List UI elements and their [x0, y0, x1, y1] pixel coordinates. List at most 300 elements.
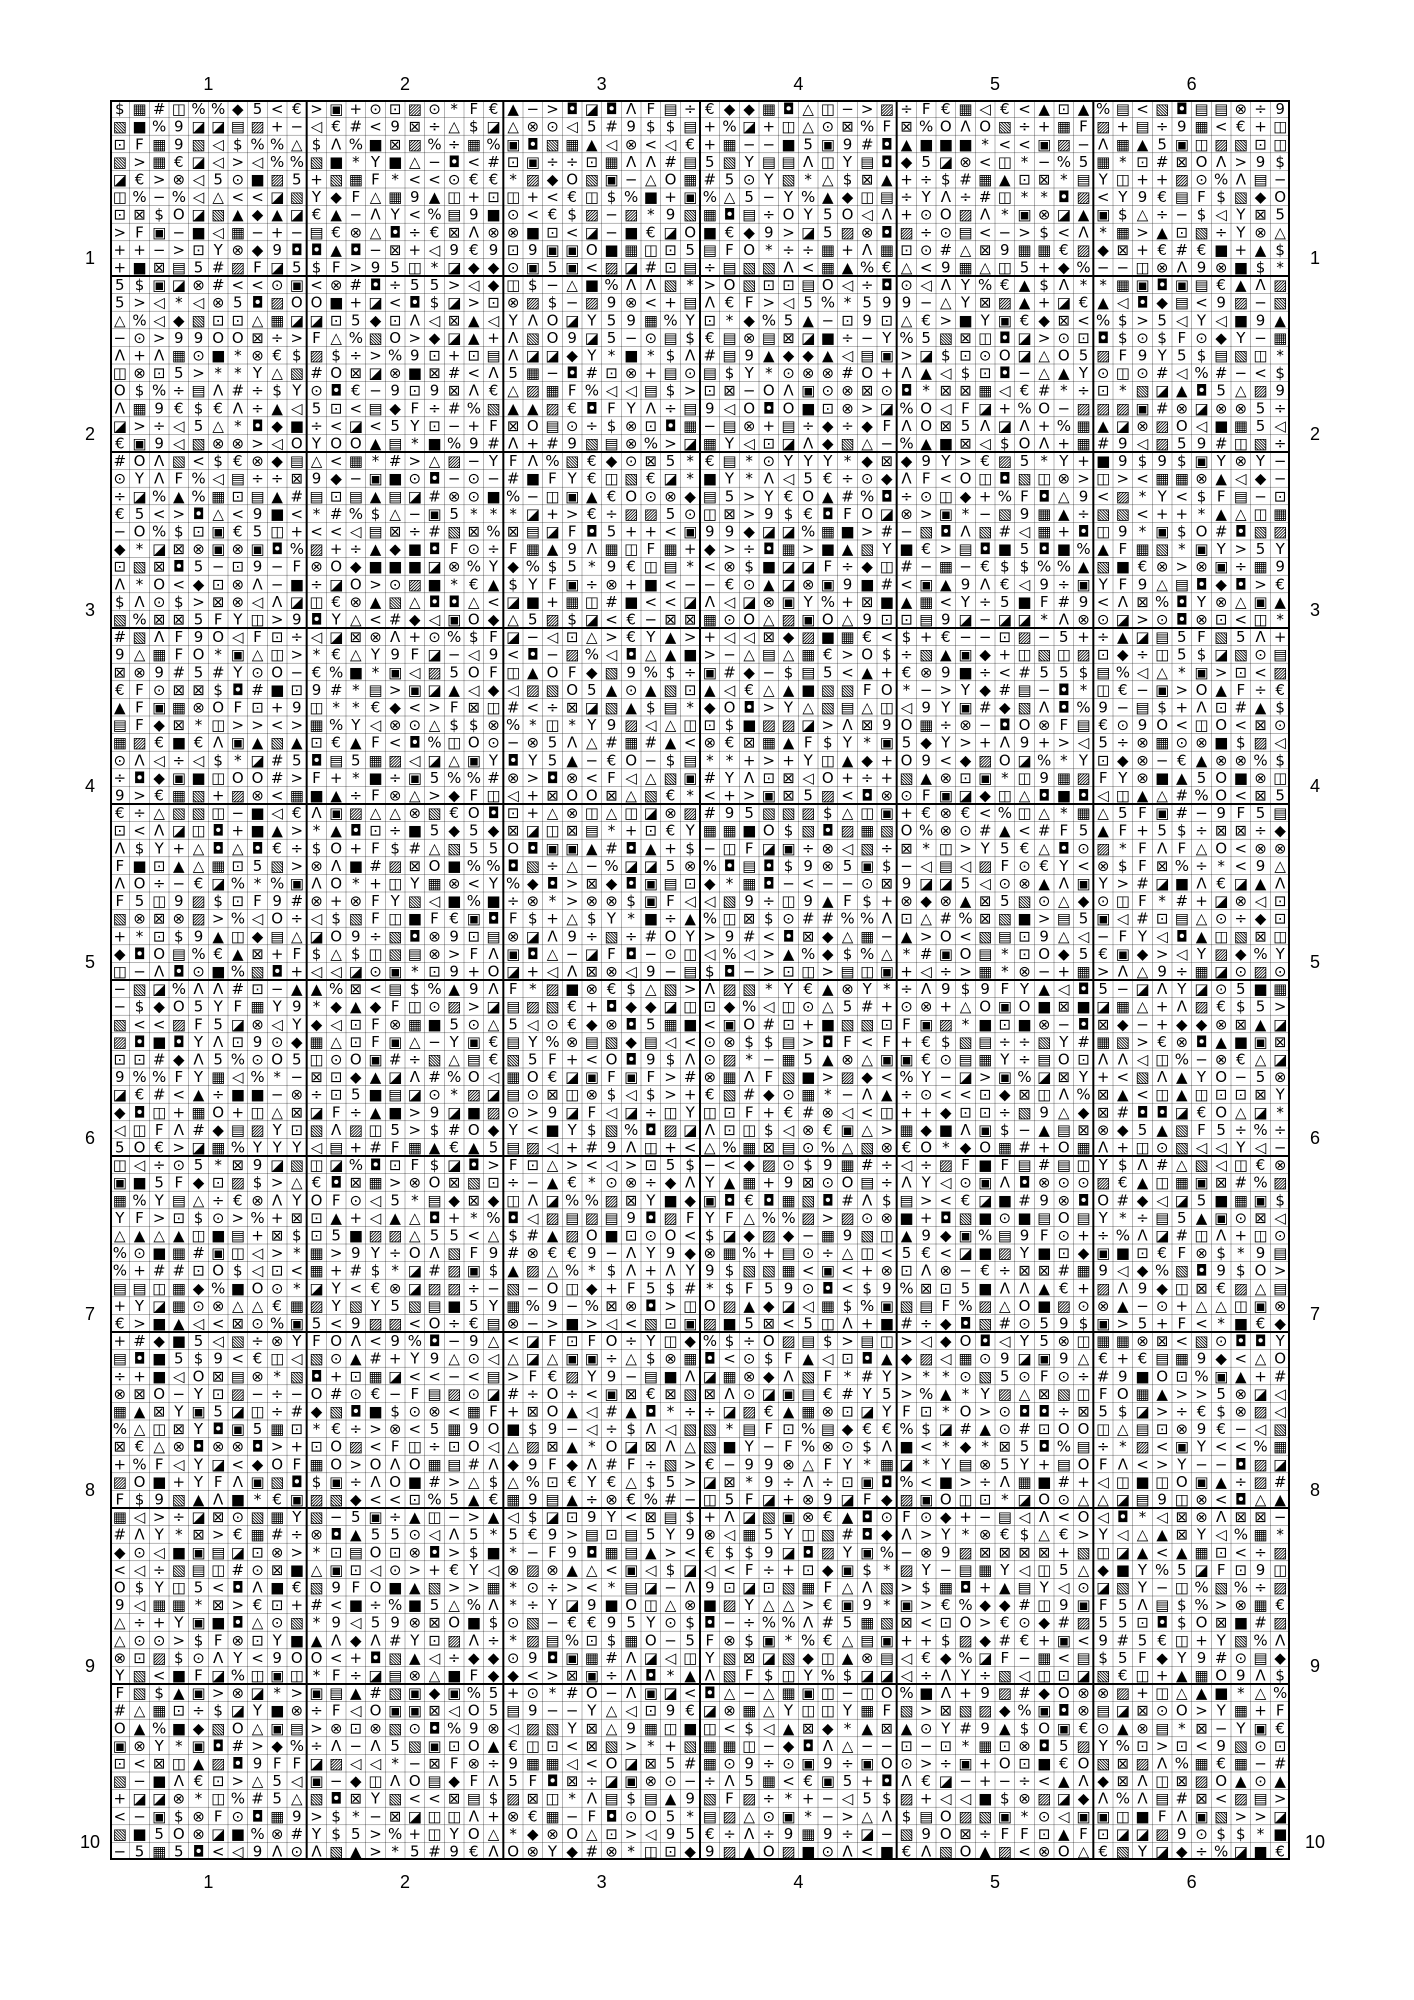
stitch-symbol: ÷	[389, 1244, 402, 1262]
stitch-symbol: $	[921, 1420, 931, 1438]
stitch-symbol: F	[1119, 540, 1128, 558]
stitch-symbol: ⊗	[586, 892, 599, 910]
stitch-symbol: ▤	[231, 118, 245, 136]
stitch-symbol: >	[743, 786, 756, 804]
stitch-symbol: Y	[1275, 1086, 1286, 1104]
stitch-symbol: *	[1217, 857, 1225, 875]
stitch-symbol: −	[605, 1244, 618, 1262]
stitch-symbol: ◆	[763, 1297, 775, 1315]
stitch-symbol: +	[114, 1455, 127, 1473]
stitch-symbol: ◪	[191, 153, 205, 171]
stitch-symbol: ◪	[1214, 962, 1228, 980]
stitch-symbol: >	[468, 294, 481, 312]
stitch-symbol: $	[1118, 857, 1128, 875]
stitch-symbol: ▧	[683, 206, 697, 224]
stitch-symbol: ◘	[822, 822, 834, 840]
stitch-symbol: %	[172, 188, 186, 206]
stitch-symbol: ▧	[250, 962, 264, 980]
stitch-symbol: ▣	[880, 962, 894, 980]
stitch-symbol: %	[1096, 311, 1110, 329]
stitch-symbol: O	[940, 927, 952, 945]
stitch-symbol: ◪	[781, 522, 795, 540]
stitch-symbol: +	[861, 1262, 874, 1280]
stitch-symbol: ▣	[1037, 135, 1051, 153]
stitch-symbol: $	[666, 1279, 676, 1297]
stitch-symbol: #	[605, 734, 618, 752]
stitch-symbol: ◘	[625, 1050, 637, 1068]
stitch-symbol: ▧	[565, 452, 579, 470]
stitch-symbol: €	[1216, 998, 1226, 1016]
stitch-symbol: ⊙	[1215, 980, 1228, 998]
stitch-symbol: −	[959, 628, 972, 646]
stitch-symbol: <	[1097, 188, 1110, 206]
stitch-symbol: −	[133, 962, 146, 980]
stitch-symbol: ▤	[840, 962, 854, 980]
stitch-symbol: −	[212, 558, 225, 576]
stitch-symbol: Y	[1235, 206, 1246, 224]
stitch-symbol: ■	[467, 1103, 481, 1121]
stitch-symbol: ◁	[193, 751, 205, 769]
stitch-symbol: $	[135, 1490, 145, 1508]
stitch-symbol: $	[1000, 558, 1010, 576]
stitch-symbol: 5	[213, 1050, 223, 1068]
stitch-symbol: >	[271, 610, 284, 628]
stitch-symbol: ◆	[1274, 1314, 1286, 1332]
stitch-symbol: 5	[1256, 540, 1266, 558]
stitch-symbol: ◫	[211, 716, 225, 734]
stitch-symbol: ÷	[586, 575, 599, 593]
stitch-symbol: <	[310, 522, 323, 540]
stitch-symbol: ÷	[251, 382, 264, 400]
stitch-symbol: >	[133, 294, 146, 312]
stitch-symbol: 5	[469, 1297, 479, 1315]
stitch-symbol: %	[132, 1455, 146, 1473]
stitch-symbol: ⊗	[1058, 1191, 1071, 1209]
stitch-symbol: $	[390, 839, 400, 857]
stitch-symbol: ◘	[330, 1526, 342, 1544]
stitch-symbol: F	[883, 1033, 892, 1051]
stitch-symbol: −	[448, 470, 461, 488]
stitch-symbol: ◘	[134, 769, 146, 787]
stitch-symbol: ▦	[1076, 962, 1090, 980]
stitch-symbol: *	[726, 751, 734, 769]
stitch-symbol: ⊗	[409, 804, 422, 822]
stitch-symbol: O	[1019, 434, 1031, 452]
stitch-symbol: ▲	[1196, 927, 1208, 945]
stitch-symbol: €	[607, 1473, 617, 1491]
stitch-symbol: F	[843, 1033, 852, 1051]
stitch-symbol: ⊗	[133, 910, 146, 928]
stitch-symbol: ◁	[822, 1350, 834, 1368]
stitch-symbol: ◫	[624, 540, 638, 558]
stitch-symbol: *	[726, 1420, 734, 1438]
stitch-symbol: %	[604, 857, 618, 875]
stitch-symbol: ÷	[428, 118, 441, 136]
stitch-symbol: +	[527, 188, 540, 206]
stitch-symbol: ◁	[1274, 734, 1286, 752]
stitch-symbol: ⊡	[369, 822, 382, 840]
stitch-symbol: Y	[685, 311, 696, 329]
stitch-symbol: F	[765, 1068, 774, 1086]
stitch-symbol: $	[135, 839, 145, 857]
stitch-symbol: ▦	[1135, 540, 1149, 558]
stitch-symbol: ⊗	[271, 1332, 284, 1350]
stitch-symbol: %	[1155, 593, 1169, 611]
stitch-symbol: 5	[1138, 1314, 1148, 1332]
stitch-symbol: ▨	[368, 1314, 382, 1332]
stitch-symbol: O	[684, 223, 696, 241]
stitch-symbol: −	[546, 646, 559, 664]
stitch-symbol: <	[330, 1314, 343, 1332]
stitch-symbol: *	[745, 470, 753, 488]
stitch-symbol: >	[861, 100, 874, 118]
stitch-symbol: %	[152, 487, 166, 505]
stitch-symbol: >	[782, 223, 795, 241]
stitch-symbol: Λ	[390, 628, 401, 646]
stitch-symbol: △	[802, 100, 814, 118]
stitch-symbol: ▣	[1194, 452, 1208, 470]
stitch-symbol: Y	[645, 628, 656, 646]
stitch-symbol: ◫	[191, 822, 205, 840]
stitch-symbol: ⊗	[743, 417, 756, 435]
stitch-symbol: ◆	[979, 681, 991, 699]
stitch-symbol: ◘	[940, 1209, 952, 1227]
stitch-symbol: ◘	[822, 505, 834, 523]
stitch-symbol: F	[843, 892, 852, 910]
stitch-symbol: ◘	[1019, 1174, 1031, 1192]
stitch-symbol: Λ	[626, 276, 637, 294]
stitch-symbol: ▲	[330, 241, 342, 259]
stitch-symbol: −	[271, 1086, 284, 1104]
stitch-symbol: △	[114, 311, 126, 329]
stitch-symbol: %	[270, 874, 284, 892]
stitch-symbol: %	[762, 311, 776, 329]
stitch-symbol: 9	[449, 962, 459, 980]
stitch-symbol: ⊙	[428, 998, 441, 1016]
stitch-symbol: △	[743, 1209, 755, 1227]
stitch-symbol: O	[311, 1191, 323, 1209]
stitch-symbol: ◁	[311, 628, 323, 646]
stitch-symbol: ▤	[1214, 100, 1228, 118]
stitch-symbol: △	[645, 769, 657, 787]
stitch-symbol: ◘	[1038, 487, 1050, 505]
stitch-symbol: <	[389, 294, 402, 312]
stitch-symbol: ⊡	[507, 804, 520, 822]
stitch-symbol: +	[704, 1508, 717, 1526]
stitch-symbol: €	[1197, 241, 1207, 259]
stitch-symbol: ⊠	[1176, 153, 1189, 171]
stitch-symbol: #	[704, 804, 717, 822]
stitch-symbol: ▦	[1076, 1262, 1090, 1280]
stitch-symbol: ⊙	[507, 258, 520, 276]
stitch-symbol: ◪	[408, 1279, 422, 1297]
stitch-symbol: ▲	[1255, 874, 1267, 892]
stitch-symbol: ⊡	[350, 1367, 363, 1385]
stitch-symbol: ⊠	[900, 839, 913, 857]
stitch-symbol: ⊙	[153, 681, 166, 699]
stitch-symbol: ▤	[781, 1138, 795, 1156]
stitch-symbol: %	[290, 540, 304, 558]
stitch-symbol: ◘	[1058, 188, 1070, 206]
stitch-symbol: ▣	[703, 663, 717, 681]
stitch-symbol: +	[546, 910, 559, 928]
stitch-symbol: %	[349, 505, 363, 523]
stitch-symbol: ■	[821, 540, 835, 558]
stitch-symbol: O	[330, 364, 342, 382]
stitch-symbol: ▧	[762, 1262, 776, 1280]
stitch-symbol: ▦	[506, 1490, 520, 1508]
stitch-symbol: ◆	[1078, 892, 1090, 910]
stitch-symbol: 9	[567, 329, 577, 347]
stitch-symbol: ⊗	[605, 575, 618, 593]
stitch-symbol: ▨	[801, 804, 815, 822]
stitch-symbol: 9	[548, 1420, 558, 1438]
stitch-symbol: #	[232, 382, 245, 400]
stitch-symbol: ◘	[1078, 786, 1090, 804]
stitch-symbol: ◁	[704, 892, 716, 910]
stitch-symbol: +	[1235, 241, 1248, 259]
stitch-symbol: ◫	[585, 804, 599, 822]
stitch-symbol: ⊗	[1195, 610, 1208, 628]
stitch-symbol: ▣	[1214, 558, 1228, 576]
stitch-symbol: ◪	[781, 1543, 795, 1561]
stitch-symbol: O	[1215, 786, 1227, 804]
stitch-symbol: ▲	[1176, 1543, 1188, 1561]
stitch-symbol: >	[763, 751, 776, 769]
stitch-symbol: O	[547, 1402, 559, 1420]
stitch-symbol: ◆	[940, 1314, 952, 1332]
stitch-symbol: △	[566, 910, 578, 928]
stitch-symbol: #	[605, 118, 618, 136]
stitch-symbol: ⊡	[900, 241, 913, 259]
stitch-symbol: ÷	[841, 558, 854, 576]
stitch-symbol: ⊠	[133, 206, 146, 224]
stitch-symbol: ▤	[958, 540, 972, 558]
stitch-symbol: O	[271, 1455, 283, 1473]
stitch-symbol: ▦	[998, 1138, 1012, 1156]
stitch-symbol: O	[429, 1174, 441, 1192]
stitch-symbol: ⊙	[192, 962, 205, 980]
stitch-symbol: €	[331, 223, 341, 241]
stitch-symbol: ▧	[1057, 1385, 1071, 1403]
stitch-symbol: ▨	[526, 1438, 540, 1456]
stitch-symbol: ⊗	[1195, 1508, 1208, 1526]
stitch-symbol: ÷	[782, 1473, 795, 1491]
stitch-symbol: ▤	[467, 1050, 481, 1068]
stitch-symbol: ▧	[349, 910, 363, 928]
stitch-symbol: −	[782, 874, 795, 892]
stitch-symbol: #	[1235, 698, 1248, 716]
stitch-symbol: ▲	[468, 1138, 480, 1156]
stitch-symbol: ▣	[565, 575, 579, 593]
stitch-symbol: ◘	[861, 1350, 873, 1368]
stitch-symbol: €	[1236, 1050, 1246, 1068]
stitch-symbol: ▣	[329, 1473, 343, 1491]
stitch-symbol: +	[114, 1297, 127, 1315]
stitch-symbol: ⊠	[1038, 170, 1051, 188]
stitch-symbol: %	[1116, 663, 1130, 681]
stitch-symbol: #	[448, 364, 461, 382]
stitch-symbol: +	[232, 1103, 245, 1121]
stitch-symbol: ⊗	[664, 1350, 677, 1368]
stitch-symbol: ▣	[958, 1226, 972, 1244]
stitch-symbol: O	[212, 1262, 224, 1280]
stitch-symbol: %	[506, 716, 520, 734]
stitch-symbol: −	[291, 223, 304, 241]
stitch-symbol: Y	[881, 540, 892, 558]
stitch-symbol: ◫	[880, 1103, 894, 1121]
stitch-symbol: <	[684, 1033, 697, 1051]
stitch-symbol: ▨	[388, 751, 402, 769]
stitch-symbol: ▦	[644, 311, 658, 329]
stitch-symbol: ◁	[724, 399, 736, 417]
stitch-symbol: ▤	[663, 558, 677, 576]
stitch-symbol: F	[509, 1156, 518, 1174]
stitch-symbol: ▨	[801, 628, 815, 646]
stitch-symbol: %	[113, 1420, 127, 1438]
stitch-symbol: ▣	[703, 1191, 717, 1209]
stitch-symbol: >	[527, 769, 540, 787]
stitch-symbol: ▦	[604, 540, 618, 558]
stitch-symbol: O	[1019, 716, 1031, 734]
stitch-symbol: ▲	[547, 1226, 559, 1244]
stitch-symbol: O	[960, 1332, 972, 1350]
stitch-symbol: ▲	[134, 1226, 146, 1244]
stitch-symbol: ▨	[368, 1226, 382, 1244]
stitch-symbol: #	[861, 1156, 874, 1174]
stitch-symbol: ▧	[663, 980, 677, 998]
stitch-symbol: △	[586, 628, 598, 646]
stitch-symbol: ◘	[665, 417, 677, 435]
stitch-symbol: ▦	[309, 1033, 323, 1051]
stitch-symbol: ⊡	[114, 135, 127, 153]
stitch-symbol: ⊡	[192, 1262, 205, 1280]
stitch-symbol: 9	[725, 927, 735, 945]
stitch-symbol: ◫	[152, 1279, 166, 1297]
stitch-symbol: ⊙	[1018, 1367, 1031, 1385]
stitch-symbol: $	[1118, 1156, 1128, 1174]
stitch-symbol: ◘	[1038, 1402, 1050, 1420]
stitch-symbol: ◁	[960, 857, 972, 875]
stitch-symbol: ▤	[231, 1121, 245, 1139]
stitch-symbol: −	[959, 1262, 972, 1280]
stitch-symbol: ▨	[998, 452, 1012, 470]
stitch-symbol: ◘	[625, 839, 637, 857]
stitch-symbol: 9	[1275, 100, 1285, 118]
stitch-symbol: 5	[843, 857, 853, 875]
stitch-symbol: ▦	[978, 170, 992, 188]
stitch-symbol: Y	[1196, 593, 1207, 611]
stitch-symbol: 5	[1177, 628, 1187, 646]
stitch-symbol: Λ	[528, 1191, 539, 1209]
stitch-symbol: ◁	[724, 681, 736, 699]
stitch-symbol: ◫	[270, 646, 284, 664]
stitch-symbol: 5	[430, 769, 440, 787]
stitch-symbol: +	[940, 998, 953, 1016]
stitch-symbol: −	[448, 646, 461, 664]
stitch-symbol: Y	[1176, 980, 1187, 998]
stitch-symbol: Y	[1098, 575, 1109, 593]
stitch-symbol: ■	[447, 1297, 461, 1315]
stitch-symbol: ◆	[488, 610, 500, 628]
stitch-symbol: >	[1274, 998, 1287, 1016]
stitch-symbol: >	[310, 100, 323, 118]
stitch-symbol: △	[252, 646, 264, 664]
stitch-symbol: F	[784, 1350, 793, 1368]
stitch-symbol: ◆	[330, 998, 342, 1016]
stitch-symbol: ▲	[1078, 206, 1090, 224]
stitch-symbol: ▣	[958, 646, 972, 664]
stitch-symbol: ◘	[1176, 593, 1188, 611]
stitch-symbol: Λ	[1118, 593, 1129, 611]
stitch-symbol: F	[863, 681, 872, 699]
stitch-symbol: ◁	[724, 628, 736, 646]
stitch-symbol: <	[251, 188, 264, 206]
stitch-symbol: 9	[1000, 241, 1010, 259]
stitch-symbol: ▦	[152, 135, 166, 153]
stitch-symbol: 5	[1079, 945, 1089, 963]
stitch-symbol: #	[369, 857, 382, 875]
stitch-symbol: 5	[1177, 646, 1187, 664]
stitch-symbol: €	[1157, 188, 1167, 206]
stitch-symbol: △	[842, 804, 854, 822]
stitch-symbol: ▨	[1253, 1473, 1267, 1491]
stitch-symbol: €	[823, 646, 833, 664]
stitch-symbol: ▨	[408, 100, 422, 118]
stitch-symbol: %	[349, 135, 363, 153]
stitch-symbol: Y	[980, 311, 991, 329]
stitch-symbol: <	[1235, 610, 1248, 628]
stitch-symbol: <	[940, 1244, 953, 1262]
stitch-symbol: △	[1097, 1490, 1109, 1508]
stitch-symbol: ▦	[604, 153, 618, 171]
stitch-symbol: ⊠	[1176, 1508, 1189, 1526]
stitch-symbol: ▤	[604, 1209, 618, 1227]
stitch-symbol: ▧	[860, 1138, 874, 1156]
stitch-symbol: €	[469, 241, 479, 259]
stitch-symbol: ◁	[173, 417, 185, 435]
stitch-symbol: €	[449, 910, 459, 928]
stitch-symbol: ▦	[703, 610, 717, 628]
stitch-symbol: 9	[1059, 1314, 1069, 1332]
stitch-symbol: Λ	[488, 980, 499, 998]
stitch-symbol: Y	[488, 751, 499, 769]
stitch-symbol: F	[647, 1068, 656, 1086]
stitch-symbol: F	[489, 663, 498, 681]
stitch-symbol: ◫	[683, 945, 697, 963]
stitch-symbol: ◘	[527, 839, 539, 857]
stitch-symbol: −	[428, 1033, 441, 1051]
stitch-symbol: ⊗	[1215, 1015, 1228, 1033]
stitch-symbol: €	[646, 470, 656, 488]
stitch-symbol: ⊗	[1274, 1068, 1287, 1086]
stitch-symbol: ⊡	[487, 1174, 500, 1192]
stitch-symbol: ◁	[979, 100, 991, 118]
stitch-symbol: *	[863, 1455, 871, 1473]
stitch-symbol: $	[528, 910, 538, 928]
stitch-symbol: ◁	[311, 1138, 323, 1156]
stitch-symbol: ◘	[330, 1174, 342, 1192]
stitch-symbol: Y	[685, 927, 696, 945]
stitch-symbol: F	[116, 1490, 125, 1508]
stitch-symbol: $	[508, 1226, 518, 1244]
stitch-symbol: >	[841, 646, 854, 664]
stitch-symbol: ▦	[624, 241, 638, 259]
stitch-symbol: $	[705, 1226, 715, 1244]
stitch-symbol: ▣	[191, 1543, 205, 1561]
stitch-symbol: €	[1216, 276, 1226, 294]
stitch-symbol: ▤	[1175, 575, 1189, 593]
